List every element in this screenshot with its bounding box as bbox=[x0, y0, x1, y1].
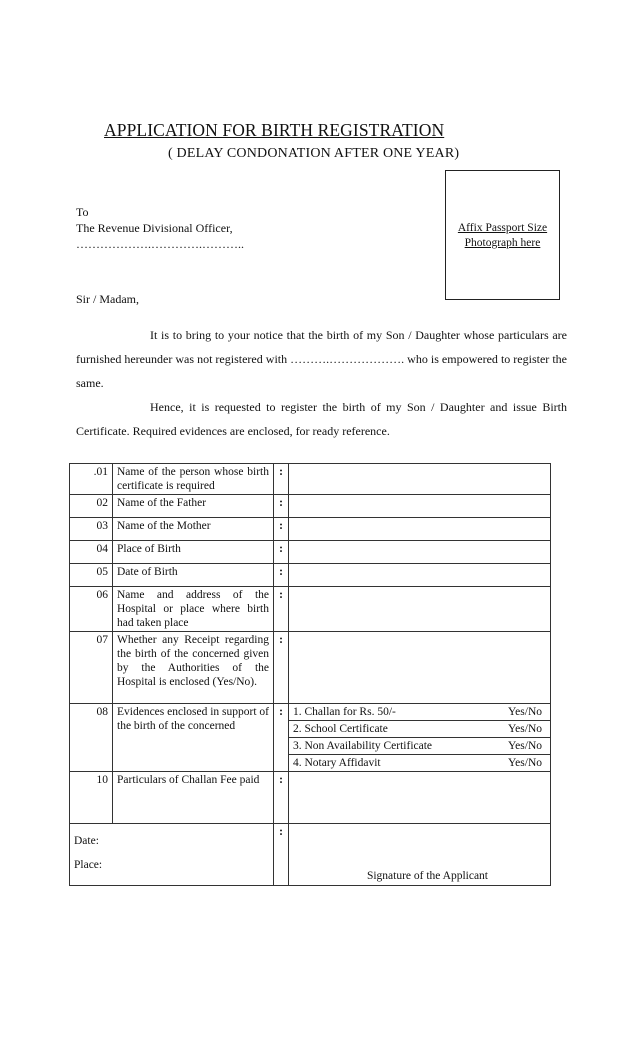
row-value-field[interactable] bbox=[289, 541, 551, 564]
row-value-field[interactable] bbox=[289, 518, 551, 541]
row-value-field[interactable] bbox=[289, 632, 551, 704]
row-colon: : bbox=[274, 495, 289, 518]
row-colon: : bbox=[274, 704, 289, 772]
row-label: Name and address of the Hospital or place where birth had taken place bbox=[113, 587, 274, 632]
date-place-cell bbox=[70, 824, 274, 886]
table-row bbox=[70, 541, 551, 564]
evidence-item bbox=[289, 755, 550, 771]
evidence-answer[interactable]: Yes/No bbox=[508, 757, 542, 769]
row-colon: : bbox=[274, 772, 289, 824]
evidence-item bbox=[289, 721, 550, 738]
evidence-label: 3. Non Availability Certificate bbox=[293, 740, 433, 752]
row-label: Evidences enclosed in support of the birth of the concerned bbox=[113, 704, 274, 772]
evidence-list bbox=[289, 704, 551, 772]
row-label: Name of the Father bbox=[113, 495, 274, 518]
signature-label: Signature of the Applicant bbox=[366, 870, 488, 882]
row-label: Name of the person whose birth certificate is required bbox=[113, 464, 274, 495]
row-number: 02 bbox=[70, 495, 113, 518]
paragraph-1 bbox=[76, 323, 567, 395]
evidence-label: 2. School Certificate bbox=[293, 723, 388, 735]
footer-colon: : bbox=[274, 824, 289, 886]
date-label: Date: bbox=[74, 835, 99, 847]
row-colon: : bbox=[274, 464, 289, 495]
row-label: Date of Birth bbox=[113, 564, 274, 587]
row-number: 05 bbox=[70, 564, 113, 587]
address-dots: ……………….………….……….. bbox=[76, 237, 244, 251]
row-number: 10 bbox=[70, 772, 113, 824]
photo-instructions bbox=[446, 221, 559, 251]
row-value-field[interactable] bbox=[289, 587, 551, 632]
salutation: Sir / Madam, bbox=[76, 292, 139, 306]
row-colon: : bbox=[274, 632, 289, 704]
recipient-address bbox=[76, 204, 244, 252]
table-row bbox=[70, 564, 551, 587]
evidence-answer[interactable]: Yes/No bbox=[508, 740, 542, 752]
row-number: 03 bbox=[70, 518, 113, 541]
row-label: Particulars of Challan Fee paid bbox=[113, 772, 274, 824]
footer-row bbox=[70, 824, 551, 886]
table-row bbox=[70, 587, 551, 632]
paragraph-2-text: Hence, it is requested to register the birth of my Son / Daughter and issue Birth Certificate. Required evidences are enclosed, for ready reference. bbox=[76, 400, 567, 438]
photo-line-2: Photograph here bbox=[464, 237, 541, 249]
table-row bbox=[70, 518, 551, 541]
paragraph-1-text: It is to bring to your notice that the birth of my Son / Daughter whose particulars are furnished hereunder was not registered with ……….………………. who is empowered to register the same. bbox=[76, 328, 567, 390]
particulars-table bbox=[69, 463, 551, 886]
row-number: 08 bbox=[70, 704, 113, 772]
evidence-item bbox=[289, 738, 550, 755]
photo-line-1: Affix Passport Size bbox=[457, 222, 548, 234]
table-row bbox=[70, 772, 551, 824]
row-label: Name of the Mother bbox=[113, 518, 274, 541]
photo-box bbox=[445, 170, 560, 300]
row-value-field[interactable] bbox=[289, 495, 551, 518]
evidence-answer[interactable]: Yes/No bbox=[508, 723, 542, 735]
row-colon: : bbox=[274, 518, 289, 541]
row-number: 06 bbox=[70, 587, 113, 632]
evidence-item bbox=[289, 704, 550, 721]
evidence-answer[interactable]: Yes/No bbox=[508, 706, 542, 718]
row-value-field[interactable] bbox=[289, 564, 551, 587]
row-colon: : bbox=[274, 541, 289, 564]
address-officer: The Revenue Divisional Officer, bbox=[76, 221, 233, 235]
evidence-label: 1. Challan for Rs. 50/- bbox=[293, 706, 396, 718]
row-label: Whether any Receipt regarding the birth of the concerned given by the Authorities of the Hospital is enclosed (Yes/No). bbox=[113, 632, 274, 704]
row-number: 07 bbox=[70, 632, 113, 704]
evidence-label: 4. Notary Affidavit bbox=[293, 757, 381, 769]
table-row bbox=[70, 495, 551, 518]
address-to: To bbox=[76, 205, 89, 219]
table-row bbox=[70, 704, 551, 772]
row-colon: : bbox=[274, 564, 289, 587]
row-label: Place of Birth bbox=[113, 541, 274, 564]
row-colon: : bbox=[274, 587, 289, 632]
signature-cell[interactable] bbox=[289, 824, 551, 886]
table-row bbox=[70, 464, 551, 495]
place-label: Place: bbox=[74, 859, 103, 871]
paragraph-2 bbox=[76, 395, 567, 443]
row-number: .01 bbox=[70, 464, 113, 495]
form-title: APPLICATION FOR BIRTH REGISTRATION bbox=[104, 120, 445, 140]
row-value-field[interactable] bbox=[289, 464, 551, 495]
table-row bbox=[70, 632, 551, 704]
row-number: 04 bbox=[70, 541, 113, 564]
form-subtitle: ( DELAY CONDONATION AFTER ONE YEAR) bbox=[168, 146, 460, 161]
row-value-field[interactable] bbox=[289, 772, 551, 824]
